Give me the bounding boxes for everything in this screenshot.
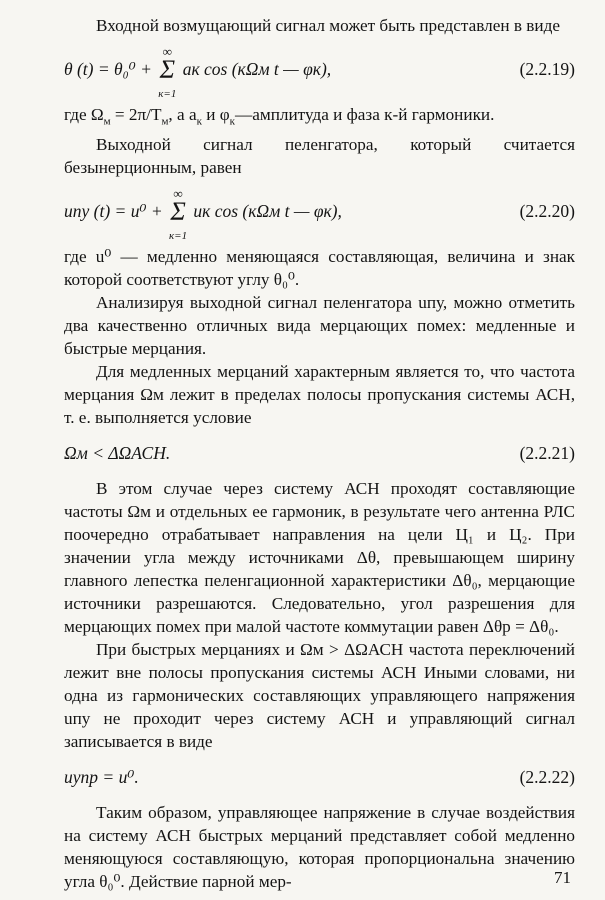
page-number: 71	[554, 868, 571, 887]
eq3-body: Ωм < ΔΩАСН.	[64, 443, 171, 464]
p2-part-c: , а a	[168, 105, 197, 124]
p2-sub-k: к	[196, 115, 202, 128]
eq2-number: (2.2.20)	[519, 201, 575, 222]
eq2-rhs: uк cos (кΩм t — φк),	[193, 201, 342, 222]
paragraph-u0: где u⁰ — медленно меняющаяся составляющая, величина и знак которой соответствуют углу θ₀⁰.	[64, 247, 575, 290]
eq1-sum-sign: Σ ∞ к=1	[156, 60, 178, 80]
paragraph-conclusion: Таким образом, управляющее напряжение в случае воздействия на систему АСН быстрых мерцаний представляет собой медленно меняющуюся составляющую, которая пропорциональна значению угла θ₀⁰. Действие парной мер-	[64, 803, 575, 892]
eq2-sum-sign: Σ ∞ к=1	[167, 202, 189, 222]
eq2-sum-upper: ∞	[173, 186, 183, 202]
p2-part-a: где Ω	[64, 105, 104, 124]
paragraph-slow-case: В этом случае через систему АСН проходят составляющие частоты Ωм и отдельных ее гармоник, в результате чего антенна РЛС поочередно отрабатывает направления на цели Ц₁ и Ц₂. При значении угла между источниками Δθ, превышающем ширину главного лепестка пеленгационной характеристики Δθ₀, мерцающие источники разрешаются. Следовательно, угол разрешения для мерцающих помех при малой частоте коммутации равен Δθр = Δθ₀.	[64, 479, 575, 637]
paragraph-analysis: Анализируя выходной сигнал пеленгатора uпу, можно отметить два качественно отличных вида мерцающих помех: медленные и быстрые мерцания.	[64, 293, 575, 359]
equation-2-2-19	[64, 39, 575, 101]
eq2-lhs: uпу (t) = u⁰ +	[64, 201, 163, 222]
eq2-sum-lower: к=1	[169, 230, 188, 243]
eq1-sum-upper: ∞	[162, 44, 172, 59]
paragraph-fast-flicker: При быстрых мерцаниях и Ωм > ΔΩАСН частота переключений лежит вне полосы пропускания системы АСН Иными словами, ни одна из гармонических составляющих управляющего напряжения uпу не проходит через систему АСН и управляющий сигнал записывается в виде	[64, 640, 575, 752]
p2-part-d: и φ	[201, 105, 230, 124]
eq1-number: (2.2.19)	[519, 59, 575, 79]
eq1-sum-lower: к=1	[158, 88, 177, 100]
eq4-body: uупр = u⁰.	[64, 767, 139, 788]
eq3-number: (2.2.21)	[519, 443, 575, 464]
eq1-rhs: aк cos (кΩм t — φк),	[182, 59, 332, 79]
equation-2-2-21	[64, 431, 575, 475]
paragraph-output-signal: Выходной сигнал пеленгатора, который считается безынерционным, равен	[64, 135, 575, 178]
p2-part-e: —амплитуда и фаза к-й гармоники.	[235, 105, 495, 124]
paragraph-intro: Входной возмущающий сигнал может быть представлен в виде	[96, 16, 560, 35]
p2-sub-m: м	[103, 115, 111, 128]
eq1-lhs: θ (t) = θ₀⁰ +	[64, 59, 152, 79]
paragraph-definitions	[64, 103, 575, 133]
paragraph-slow-flicker: Для медленных мерцаний характерным является то, что частота мерцания Ωм лежит в пределах полосы пропускания системы АСН, т. е. выполняется условие	[64, 362, 575, 428]
p2-part-b: = 2π/T	[110, 105, 162, 124]
equation-2-2-22	[64, 755, 575, 799]
p2-sub-m2: м	[161, 115, 169, 128]
eq4-number: (2.2.22)	[519, 767, 575, 788]
equation-2-2-20	[64, 181, 575, 243]
p2-sub-k2: к	[229, 115, 236, 128]
